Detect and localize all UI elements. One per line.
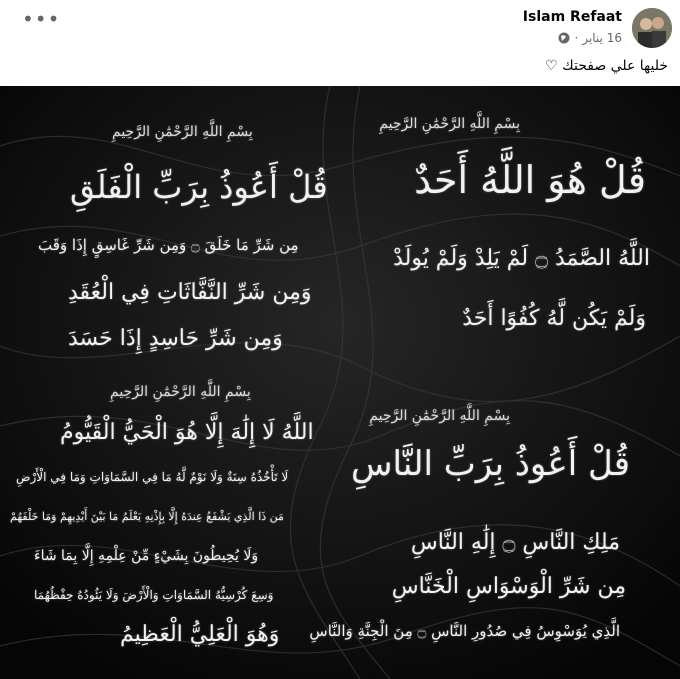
falaq-line-3: وَمِن شَرِّ حَاسِدٍ إِذَا حَسَدَ <box>68 326 283 351</box>
kursi-line-5: وَهُوَ الْعَلِيُّ الْعَظِيمُ <box>120 622 280 647</box>
post-meta <box>558 31 622 45</box>
post-caption: خليها علي صفحتك ♡ <box>545 58 668 74</box>
ikhlas-title: قُلْ هُوَ اللَّهُ أَحَدٌ <box>414 158 646 202</box>
kursi-title: اللَّهُ لَا إِلَٰهَ إِلَّا هُوَ الْحَيُّ الْقَيُّومُ <box>60 420 314 445</box>
post-date[interactable]: 16 يناير <box>582 31 622 45</box>
ikhlas-line-2: وَلَمْ يَكُن لَّهُ كُفُوًا أَحَدٌ <box>462 306 646 331</box>
globe-icon[interactable] <box>558 32 570 44</box>
post-image[interactable] <box>0 86 680 679</box>
ikhlas-line-1: اللَّهُ الصَّمَدُ ۝ لَمْ يَلِدْ وَلَمْ يُولَدْ <box>393 246 650 271</box>
more-options-button[interactable]: ••• <box>22 7 61 31</box>
falaq-line-1: مِن شَرِّ مَا خَلَقَ ۝ وَمِن شَرِّ غَاسِقٍ إِذَا وَقَبَ <box>38 236 299 254</box>
nas-line-1: مَلِكِ النَّاسِ ۝ إِلَٰهِ النَّاسِ <box>410 530 620 555</box>
kursi-line-4: وَسِعَ كُرْسِيُّهُ السَّمَاوَاتِ وَالْأَرْضَ وَلَا يَئُودُهُ حِفْظُهُمَا <box>34 588 274 602</box>
falaq-line-2: وَمِن شَرِّ النَّفَّاثَاتِ فِي الْعُقَدِ <box>68 280 312 305</box>
nas-line-2: مِن شَرِّ الْوَسْوَاسِ الْخَنَّاسِ <box>391 574 626 599</box>
falaq-basmala: بِسْمِ اللَّهِ الرَّحْمَٰنِ الرَّحِيمِ <box>112 124 253 140</box>
nas-title: قُلْ أَعُوذُ بِرَبِّ النَّاسِ <box>350 444 630 484</box>
nas-line-3: الَّذِي يُوَسْوِسُ فِي صُدُورِ النَّاسِ ۝ مِنَ الْجِنَّةِ وَالنَّاسِ <box>309 622 620 640</box>
avatar[interactable] <box>632 8 672 48</box>
meta-separator: · <box>574 31 579 45</box>
post-author-name[interactable]: Islam Refaat <box>522 9 622 25</box>
kursi-line-2: مَن ذَا الَّذِي يَشْفَعُ عِندَهُ إِلَّا بِإِذْنِهِ يَعْلَمُ مَا بَيْنَ أَيْدِيهِمْ وَمَا خَلْفَهُمْ <box>10 510 284 523</box>
falaq-title: قُلْ أَعُوذُ بِرَبِّ الْفَلَقِ <box>70 168 328 206</box>
kursi-line-3: وَلَا يُحِيطُونَ بِشَيْءٍ مِّنْ عِلْمِهِ إِلَّا بِمَا شَاءَ <box>34 548 259 564</box>
nas-basmala: بِسْمِ اللَّهِ الرَّحْمَٰنِ الرَّحِيمِ <box>369 408 510 424</box>
kursi-line-1: لَا تَأْخُذُهُ سِنَةٌ وَلَا نَوْمٌ لَّهُ مَا فِي السَّمَاوَاتِ وَمَا فِي الْأَرْضِ <box>16 470 289 484</box>
kursi-basmala: بِسْمِ اللَّهِ الرَّحْمَٰنِ الرَّحِيمِ <box>110 384 251 400</box>
ikhlas-basmala: بِسْمِ اللَّهِ الرَّحْمَٰنِ الرَّحِيمِ <box>379 116 520 132</box>
